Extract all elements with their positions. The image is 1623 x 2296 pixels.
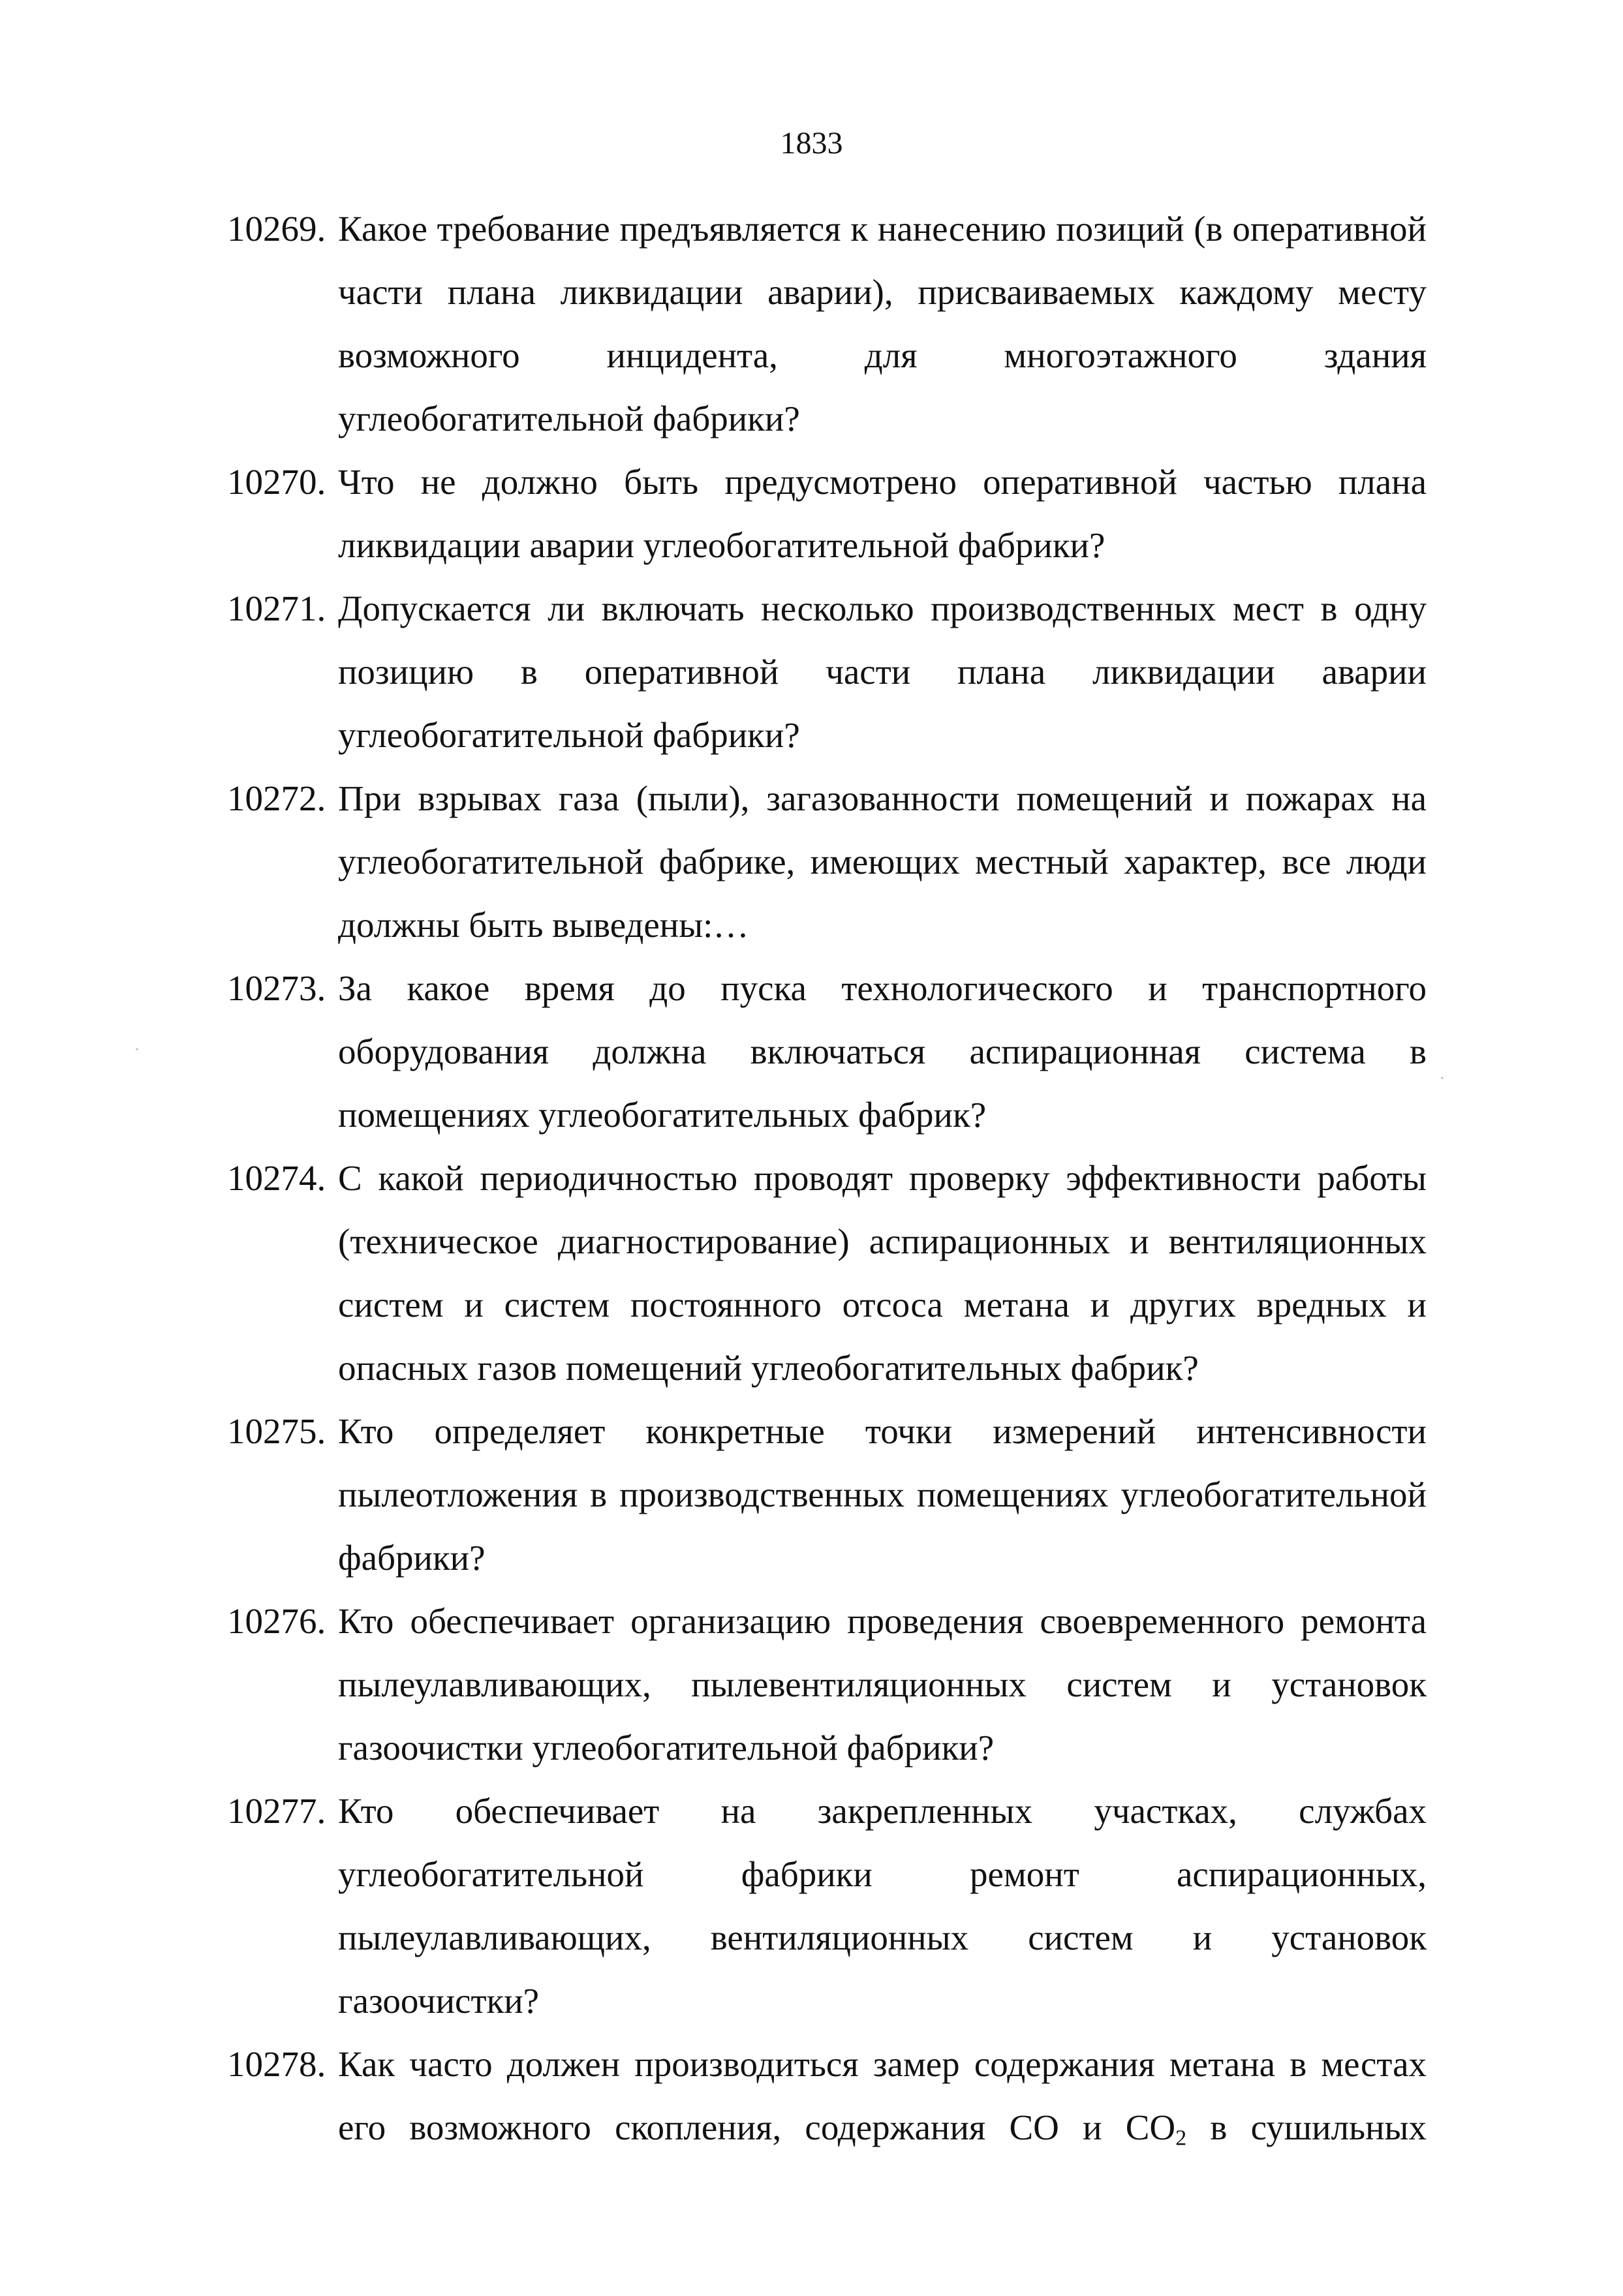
question-item — [227, 577, 1427, 767]
question-number: 10270. — [227, 462, 326, 502]
question-text: Кто обеспечивает на закрепленных участках, службах углеобогатительной фабрики ремонт аспирационных, пылеулавливающих, вентиляционных систем и установок газоочистки? — [338, 1791, 1427, 2021]
question-text: Какое требование предъявляется к нанесению позиций (в оперативной части плана ликвидации аварии), присваиваемых каждому месту возможного инцидента, для многоэтажного здания углеобогатительной фабрики? — [338, 209, 1427, 438]
question-number: 10275. — [227, 1411, 326, 1451]
question-item — [227, 957, 1427, 1146]
question-item — [227, 197, 1427, 450]
question-text: С какой периодичностью проводят проверку эффективности работы (техническое диагностирование) аспирационных и вентиляционных систем и систем постоянного отсоса метана и других вредных и опасных газов помещений углеобогатительных фабрик? — [338, 1158, 1427, 1388]
question-text: Как часто должен производиться замер содержания метана в местах его возможного скопления, содержания СО и СО — [338, 2044, 1427, 2147]
question-item — [227, 1146, 1427, 1400]
question-item — [227, 2032, 1427, 2159]
question-number: 10276. — [227, 1601, 326, 1641]
question-text: Допускается ли включать несколько производственных мест в одну позицию в оперативной части плана ликвидации аварии углеобогатительной фабрики? — [338, 589, 1427, 755]
page-number: 1833 — [780, 126, 843, 161]
question-text-continued: в сушильных — [1186, 2107, 1427, 2147]
question-text: Кто обеспечивает организацию проведения своевременного ремонта пылеулавливающих, пылевентиляционных систем и установок газоочистки углеобогатительной фабрики? — [338, 1601, 1427, 1768]
question-text: Кто определяет конкретные точки измерений интенсивности пылеотложения в производственных помещениях углеобогатительной фабрики? — [338, 1411, 1427, 1578]
subscript-digit: 2 — [1175, 2126, 1187, 2151]
question-item — [227, 1779, 1427, 2032]
question-number: 10278. — [227, 2044, 326, 2084]
question-number: 10269. — [227, 209, 326, 249]
question-text: За какое время до пуска технологического и транспортного оборудования должна включаться аспирационная система в помещениях углеобогатительных фабрик? — [338, 968, 1427, 1135]
question-item — [227, 767, 1427, 957]
question-item — [227, 450, 1427, 577]
question-text: Что не должно быть предусмотрено оперативной частью плана ликвидации аварии углеобогатительной фабрики? — [338, 462, 1427, 565]
question-number: 10271. — [227, 589, 326, 628]
question-number: 10274. — [227, 1158, 326, 1198]
question-number: 10272. — [227, 778, 326, 818]
question-item — [227, 1400, 1427, 1589]
question-number: 10277. — [227, 1791, 326, 1831]
question-number: 10273. — [227, 968, 326, 1008]
question-text: При взрывах газа (пыли), загазованности помещений и пожарах на углеобогатительной фабрике, имеющих местный характер, все люди должны быть выведены:… — [338, 778, 1427, 945]
question-item — [227, 1589, 1427, 1779]
scan-speck — [136, 1048, 138, 1050]
scan-speck — [1441, 1077, 1444, 1079]
question-list — [227, 197, 1427, 2159]
